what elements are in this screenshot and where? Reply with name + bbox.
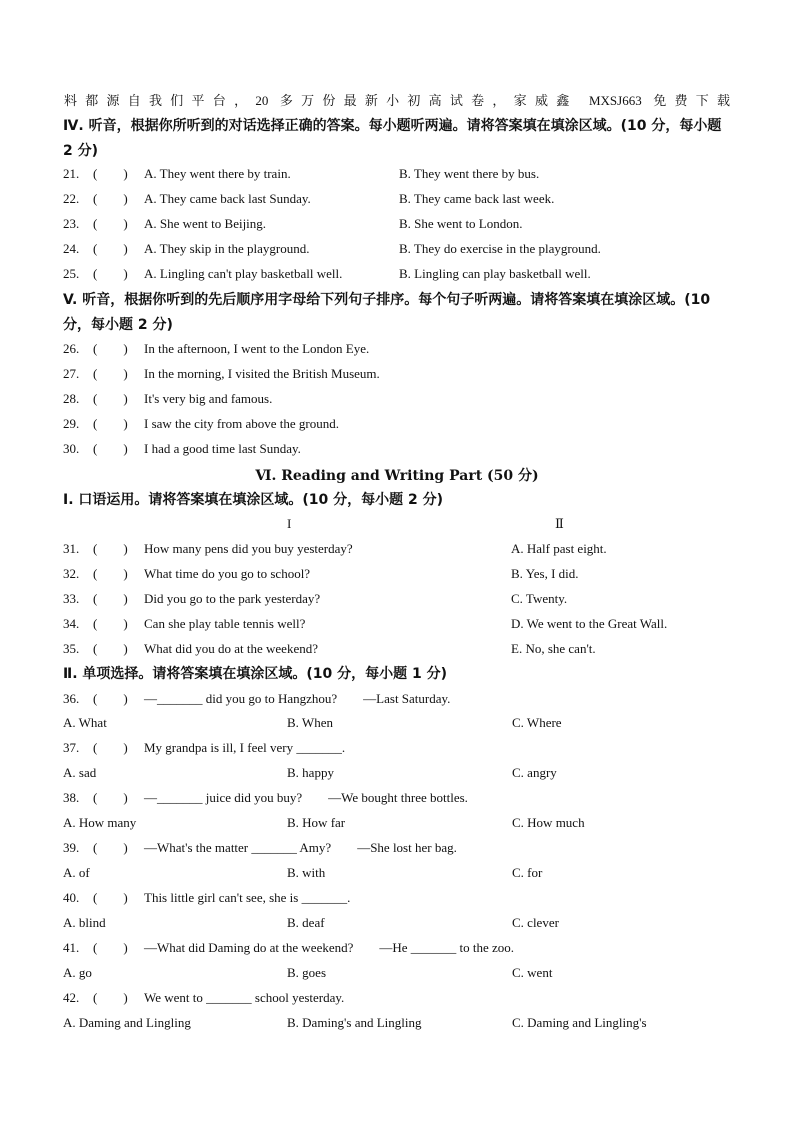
choice-b: B. When [287, 715, 333, 730]
question-number: 28. [63, 391, 80, 406]
answer-blank: ( ) [93, 266, 128, 281]
answer-blank: ( ) [93, 241, 128, 256]
choice-b: B. Daming's and Lingling [287, 1015, 422, 1030]
question-number: 34. [63, 616, 80, 631]
option-b: B. She went to London. [399, 216, 523, 231]
answer-blank: ( ) [93, 840, 128, 855]
choice-b: B. deaf [287, 915, 325, 930]
option-b: B. They do exercise in the playground. [399, 241, 601, 256]
question-number: 32. [63, 566, 80, 581]
question-text: My grandpa is ill, I feel very _______. [144, 740, 346, 755]
response-option: E. No, she can't. [511, 641, 596, 656]
section-4-heading: Ⅳ. 听音，根据你所听到的对话选择正确的答案。每小题听两遍。请将答案填在填涂区域。(10 分，每小题 2 分) [63, 118, 722, 159]
answer-blank: ( ) [93, 391, 128, 406]
question-number: 40. [63, 890, 80, 905]
choice-a: A. blind [63, 915, 106, 930]
column-header-1: I [287, 516, 292, 531]
question-text: How many pens did you buy yesterday? [144, 541, 353, 556]
answer-blank: ( ) [93, 990, 128, 1005]
question-text: Can she play table tennis well? [144, 616, 306, 631]
sentence-text: In the morning, I visited the British Museum. [144, 366, 380, 381]
answer-blank: ( ) [93, 740, 128, 755]
question-number: 31. [63, 541, 80, 556]
section-ii-heading: Ⅱ. 单项选择。请将答案填在填涂区域。(10 分，每小题 1 分) [63, 666, 448, 682]
answer-blank: ( ) [93, 890, 128, 905]
sentence-text: It's very big and famous. [144, 391, 273, 406]
choice-a: A. of [63, 865, 90, 880]
option-b: B. They came back last week. [399, 191, 555, 206]
choice-c: C. for [512, 865, 543, 880]
choice-a: A. sad [63, 765, 97, 780]
option-b: B. Lingling can play basketball well. [399, 266, 591, 281]
choice-b: B. with [287, 865, 326, 880]
choice-c: C. went [512, 965, 553, 980]
question-number: 29. [63, 416, 80, 431]
sentence-text: I saw the city from above the ground. [144, 416, 339, 431]
answer-blank: ( ) [93, 341, 128, 356]
answer-blank: ( ) [93, 616, 128, 631]
choice-b: B. happy [287, 765, 334, 780]
question-number: 36. [63, 691, 80, 706]
answer-blank: ( ) [93, 366, 128, 381]
choice-c: C. Daming and Lingling's [512, 1015, 647, 1030]
question-text: —What's the matter _______ Amy? —She lost her bag. [144, 840, 457, 855]
question-number: 42. [63, 990, 80, 1005]
choice-b: B. goes [287, 965, 326, 980]
answer-blank: ( ) [93, 441, 128, 456]
question-number: 37. [63, 740, 80, 755]
question-number: 21. [63, 166, 80, 181]
option-a: A. They skip in the playground. [144, 241, 310, 256]
answer-blank: ( ) [93, 691, 128, 706]
choice-c: C. How much [512, 815, 585, 830]
question-number: 35. [63, 641, 80, 656]
response-option: D. We went to the Great Wall. [511, 616, 668, 631]
choice-a: A. Daming and Lingling [63, 1015, 191, 1030]
question-number: 33. [63, 591, 80, 606]
part-6-title: Ⅵ. Reading and Writing Part (50 分) [255, 468, 539, 484]
answer-blank: ( ) [93, 566, 128, 581]
response-option: A. Half past eight. [511, 541, 607, 556]
question-text: What time do you go to school? [144, 566, 311, 581]
question-number: 38. [63, 790, 80, 805]
option-b: B. They went there by bus. [399, 166, 540, 181]
question-number: 27. [63, 366, 80, 381]
question-number: 26. [63, 341, 80, 356]
choice-b: B. How far [287, 815, 346, 830]
answer-blank: ( ) [93, 191, 128, 206]
sentence-text: In the afternoon, I went to the London Eye. [144, 341, 370, 356]
question-number: 22. [63, 191, 80, 206]
answer-blank: ( ) [93, 216, 128, 231]
answer-blank: ( ) [93, 591, 128, 606]
question-text: —What did Daming do at the weekend? —He _______ to the zoo. [144, 940, 515, 955]
question-text: This little girl can't see, she is _______. [144, 890, 351, 905]
response-option: B. Yes, I did. [511, 566, 579, 581]
answer-blank: ( ) [93, 940, 128, 955]
choice-c: C. Where [512, 715, 562, 730]
answer-blank: ( ) [93, 790, 128, 805]
response-option: C. Twenty. [511, 591, 568, 606]
question-number: 23. [63, 216, 80, 231]
question-text: Did you go to the park yesterday? [144, 591, 321, 606]
answer-blank: ( ) [93, 641, 128, 656]
answer-blank: ( ) [93, 416, 128, 431]
question-text: What did you do at the weekend? [144, 641, 318, 656]
choice-a: A. What [63, 715, 107, 730]
question-text: We went to _______ school yesterday. [144, 990, 345, 1005]
question-number: 41. [63, 940, 80, 955]
choice-c: C. clever [512, 915, 559, 930]
question-text: —_______ juice did you buy? —We bought three bottles. [144, 790, 468, 805]
answer-blank: ( ) [93, 541, 128, 556]
choice-a: A. go [63, 965, 92, 980]
choice-c: C. angry [512, 765, 557, 780]
question-number: 24. [63, 241, 80, 256]
section-i-heading: I. 口语运用。请将答案填在填涂区域。(10 分，每小题 2 分) [63, 492, 444, 508]
banner-text: 料都源自我们平台，20 多万份最新小初高试卷，家威鑫 MXSJ663 免费下载 [64, 93, 730, 108]
question-number: 30. [63, 441, 80, 456]
sentence-text: I had a good time last Sunday. [144, 441, 301, 456]
column-header-2: Ⅱ [555, 516, 564, 531]
section-5-heading: V. 听音，根据你听到的先后顺序用字母给下列句子排序。每个句子听两遍。请将答案填在填涂区域。(10 分，每小题 2 分) [63, 292, 711, 333]
option-a: A. Lingling can't play basketball well. [144, 266, 343, 281]
option-a: A. They came back last Sunday. [144, 191, 311, 206]
question-text: —_______ did you go to Hangzhou? —Last Saturday. [144, 691, 451, 706]
question-number: 25. [63, 266, 80, 281]
answer-blank: ( ) [93, 166, 128, 181]
option-a: A. She went to Beijing. [144, 216, 267, 231]
question-number: 39. [63, 840, 80, 855]
option-a: A. They went there by train. [144, 166, 291, 181]
choice-a: A. How many [63, 815, 137, 830]
